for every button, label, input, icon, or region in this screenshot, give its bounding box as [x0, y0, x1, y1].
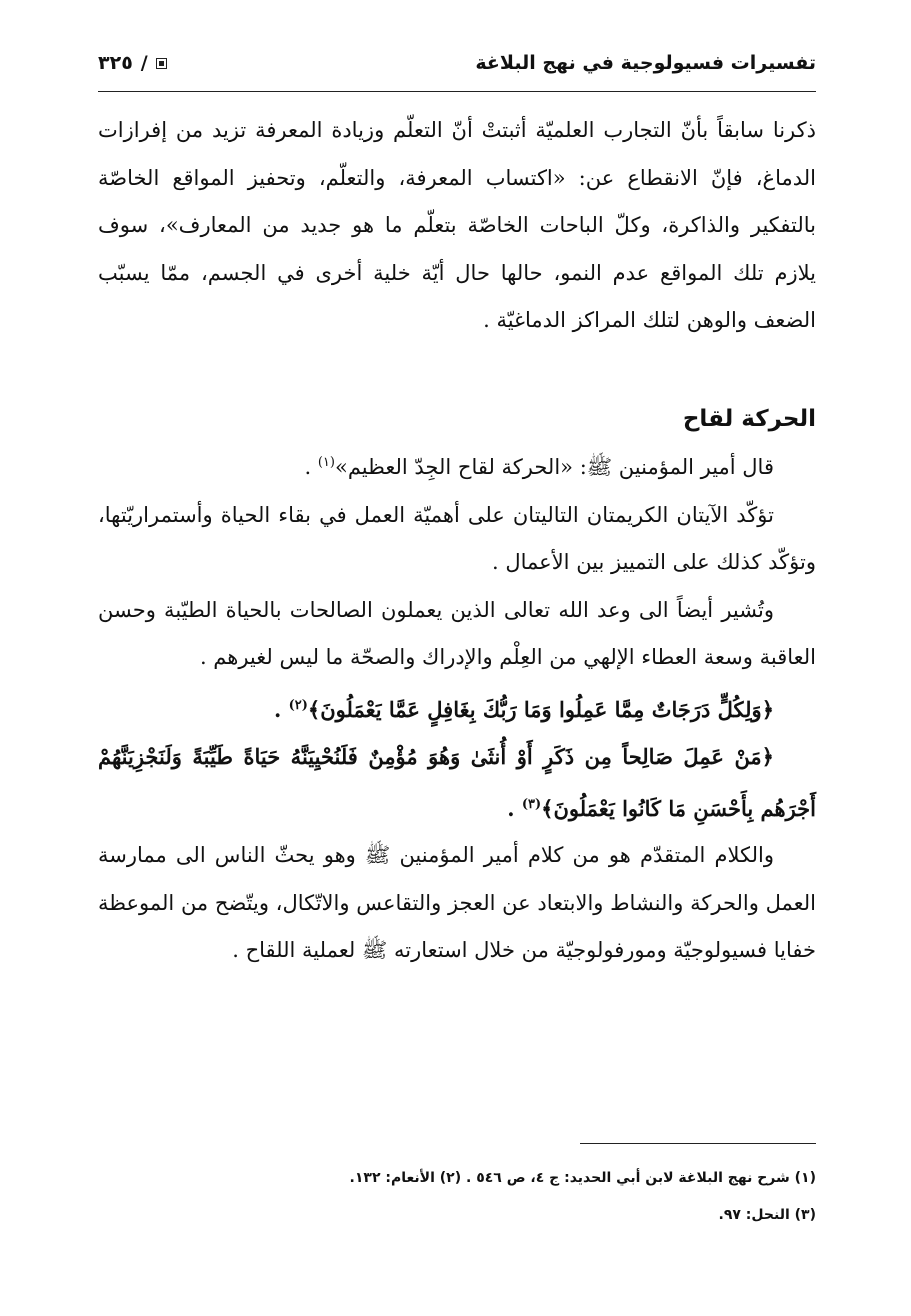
verse-2-text: ﴿مَنْ عَمِلَ صَالِحاً مِن ذَكَرٍ أَوْ أُنثَىٰ وَهُوَ مُؤْمِنٌ فَلَنُحْيِيَنَّهُ حَيَاةً طَيِّبَةً وَلَنَجْزِيَنَّهُمْ أَجْرَهُم بِأَحْسَنِ مَا كَانُوا يَعْمَلُونَ﴾ [98, 744, 816, 821]
section-block [98, 399, 816, 975]
verse-1-text: ﴿وَلِكُلٍّ دَرَجَاتٌ مِمَّا عَمِلُوا وَمَا رَبُّكَ بِغَافِلٍ عَمَّا يَعْمَلُونَ﴾ [307, 696, 774, 722]
verse-2 [98, 733, 816, 832]
footnote-line-1: (١) شرح نهج البلاغة لابن أبي الحديد: ج ٤، ص ٥٤٦ . (٢) الأنعام: ١٣٢. [349, 1170, 816, 1186]
verse-2-end: . [507, 795, 522, 821]
paragraph-2: وتُشير أيضاً الى وعد الله تعالى الذين يعملون الصالحات بالحياة الطيّبة وحسن العاقبة وسعة العطاء الإلهي من العِلْم والإدراك والصحّة ما ليس لغيرهم . [98, 597, 816, 669]
square-bullet-icon [156, 58, 167, 69]
intro-block [98, 107, 816, 345]
page-header [98, 46, 816, 80]
paragraph-3: والكلام المتقدّم هو من كلام أمير المؤمنين ﷺ وهو يحثّ الناس الى ممارسة العمل والحركة والنشاط والابتعاد عن العجز والتقاعس والاتّكال، ويتّضح من الموعظة خفايا فسيولوجيّة ومورفولوجيّة من خلال استعارته ﷺ لعملية اللقاح . [98, 843, 816, 962]
quote-text: قال أمير المؤمنين ﷺ: «الحركة لقاح الجِدّ العظيم» [334, 455, 774, 479]
page-number-group [98, 52, 167, 74]
header-rule [98, 91, 816, 92]
section-heading: الحركة لقاح [682, 406, 816, 432]
page-separator: / [140, 52, 148, 74]
footnote-line-2: (٣) النحل: ٩٧. [718, 1207, 816, 1223]
page-number: ٣٢٥ [98, 52, 133, 74]
quote-end: . [304, 455, 318, 479]
intro-paragraph: ذكرنا سابقاً بأنّ التجارب العلميّة أثبتتْ أنّ التعلّم وزيادة المعرفة تزيد من إفرازات الدماغ، فإنّ الانقطاع عن: «اكتساب المعرفة، والتعلّم، وتحفيز المواقع الخاصّة بالتفكير والذاكرة، وكلّ الباحات الخاصّة بتعلّم ما هو جديد من المعارف»، سوف يلازم تلك المواقع عدم النمو، حالها حال أيّة خلية أخرى في الجسم، ممّا يسبّب الضعف والوهن لتلك المراكز الدماغيّة . [98, 118, 816, 332]
paragraph-1: تؤكّد الآيتان الكريمتان التاليتان على أهميّة العمل في بقاء الحياة وأستمراريّتها، وتؤكّد كذلك على التمييز بين الأعمال . [98, 502, 816, 574]
quote-paragraph [98, 439, 816, 492]
verse-1-end: . [274, 696, 289, 722]
footnote-ref-2: (٢) [288, 697, 308, 713]
footnotes [98, 1160, 816, 1234]
footnote-rule [580, 1143, 816, 1144]
footnote-ref-3: (٣) [521, 796, 542, 812]
header-title: تفسيرات فسيولوجية في نهج البلاغة [475, 52, 816, 74]
verse-1 [98, 682, 816, 734]
footnote-ref-1: (١) [317, 455, 335, 470]
